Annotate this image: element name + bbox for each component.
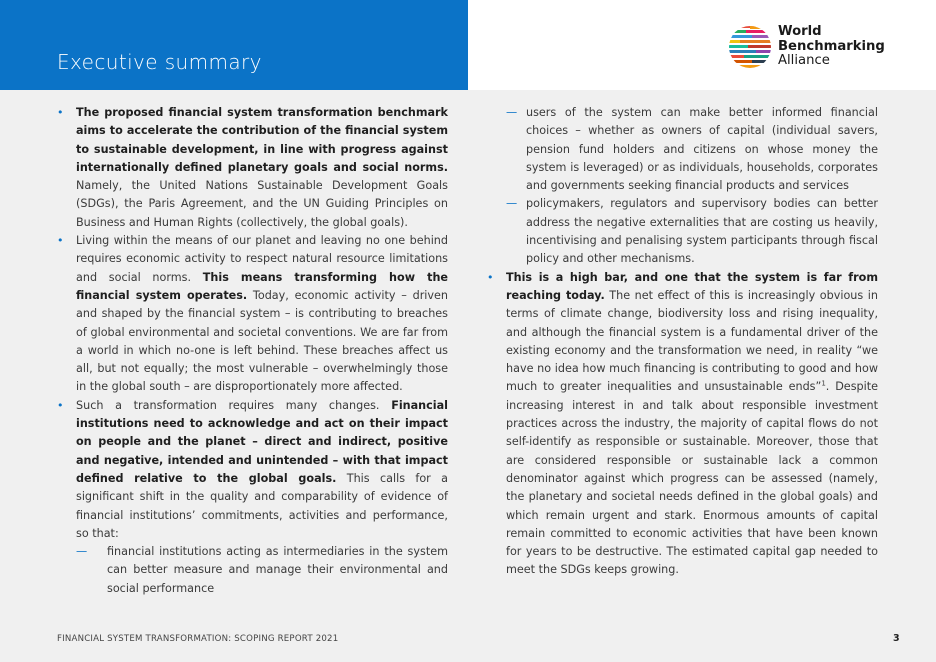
logo-line-alliance: Alliance <box>778 53 830 68</box>
dash-2-text: users of the system can make better informed financial choices – whether as owners of capital (individual savers, pension fund holders and citizens on whose money the system is leveraged) or as individuals, households, corporates and governments seeking financial products and services <box>526 106 878 193</box>
bullet-4-text-1: The net effect of this is increasingly obvious in terms of climate change, biodiversity loss and rising inequality, and although the financial system is a fundamental driver of the existing economy and the transformation we need, in reality “we have no idea how much financing is contributing to good and how much to greater inequalities and unsustainable ends” <box>506 288 878 394</box>
dash-mark: — <box>506 197 518 211</box>
page-number: 3 <box>893 633 900 644</box>
dash-mark: — <box>506 106 518 119</box>
left-column <box>57 104 448 598</box>
logo-line-benchmarking: Benchmarking <box>778 38 885 54</box>
bullet-living-within-means <box>57 232 448 397</box>
bullet-high-bar <box>487 269 878 580</box>
wba-logo-icon <box>728 24 772 70</box>
bullet-4-text-2: . Despite increasing interest in and talk about responsible investment practices across the industry, the majority of capital flows do not self-identify as responsible or sustainable. Moreover, those that are considered responsible or sustainable lack a common denominator against which progress can be assessed (namely, the planetary and societal needs defined in the global goals) and which remain urgent and stark. Enormous amounts of capital remain committed to economic activities that have been known for years to be destructive. The estimated capital gap needed to meet the SDGs keeps growing. <box>506 380 879 577</box>
header-band <box>0 0 468 90</box>
bullet-transformation-changes <box>57 397 448 543</box>
bullet-benchmark-aim <box>57 104 448 232</box>
bullet-2-bold: This means transforming how the financial system operates. <box>76 270 449 302</box>
logo-wordmark <box>778 25 885 69</box>
bullet-1-bold: The proposed financial system transformation benchmark aims to accelerate the contribution of the financial system to sustainable development, in line with progress against internationally defined planetary goals and social norms. <box>76 106 448 174</box>
bullet-3-bold: Financial institutions need to acknowledge and act on their impact on people and the planet – direct and indirect, positive and negative, intended and unintended – with that impact defined relative to the global goals. <box>76 398 448 485</box>
bullet-2-post: Today, economic activity – driven and shaped by the financial system – is contributing to breaches of global environmental and societal conventions. We are far from a world in which no-one is left behind. These breaches affect us all, but not equally; the most vulnerable – overwhelmingly those in the global south – are disproportionately more affected. <box>76 288 448 394</box>
dash-item-financial-institutions <box>57 543 448 598</box>
dash-3-text: policymakers, regulators and supervisory bodies can better address the negative externalities that are costing us heavily, incentivising and penalising system participants through fiscal policy and other mechanisms. <box>526 197 878 266</box>
footer-report-title: FINANCIAL SYSTEM TRANSFORMATION: SCOPING REPORT 2021 <box>57 634 339 644</box>
bullet-2-pre: Living within the means of our planet and leaving no one behind requires economic activity to respect natural resource limitations and social norms. <box>76 234 448 284</box>
dash-mark: — <box>76 545 88 559</box>
bullet-3-post: This calls for a significant shift in the quality and comparability of evidence of financial institutions’ commitments, activities and performance, so that: <box>76 471 448 540</box>
wba-logo <box>728 24 888 72</box>
page-title: Executive summary <box>57 50 262 74</box>
bullet-1-text: Namely, the United Nations Sustainable Development Goals (SDGs), the Paris Agreement, and the UN Guiding Principles on Business and Human Rights (collectively, the global goals). <box>76 179 448 229</box>
dash-item-policymakers <box>487 195 878 268</box>
footnote-ref[interactable]: 1 <box>821 379 826 388</box>
bullet-4-bold: This is a high bar, and one that the system is far from reaching today. <box>506 270 878 302</box>
dash-1-text: financial institutions acting as intermediaries in the system can better measure and manage their environmental and social performance <box>107 545 448 595</box>
bullet-3-pre: Such a transformation requires many changes. <box>76 398 392 412</box>
right-column <box>487 104 878 580</box>
dash-item-users <box>487 104 878 195</box>
logo-line-world: World <box>778 24 822 39</box>
